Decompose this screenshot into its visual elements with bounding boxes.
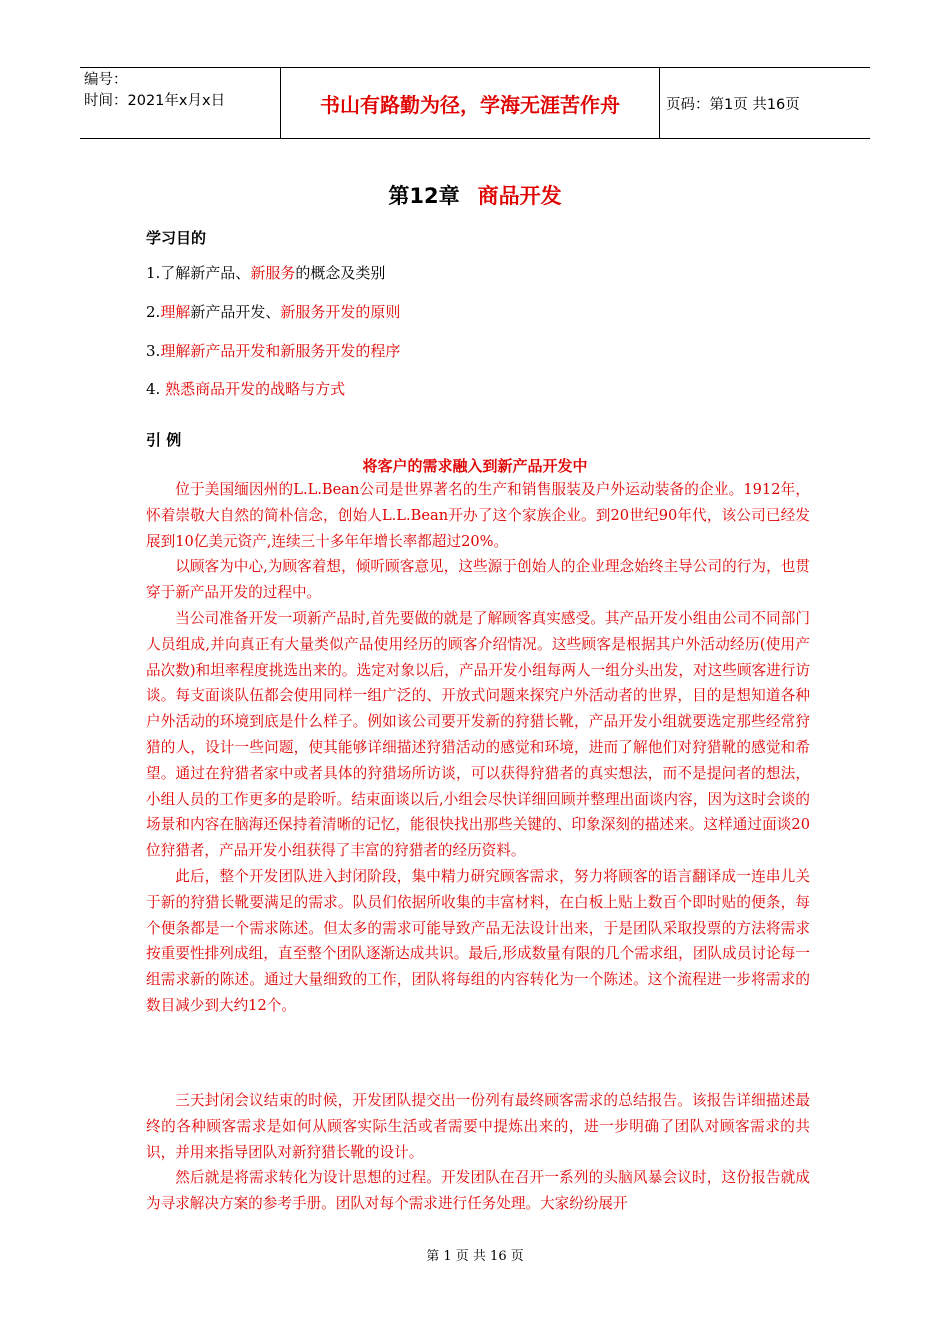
chapter-heading [0, 180, 950, 210]
objective-item: 1.了解新产品、新服务的概念及类别 [146, 264, 386, 282]
page-header [80, 67, 870, 139]
chapter-number: 第12章 [388, 184, 460, 208]
objective-item: 3.理解新产品开发和新服务开发的程序 [146, 342, 401, 360]
header-motto: 书山有路勤为径，学海无涯苦作舟 [280, 68, 660, 138]
doc-number-label: 编号： [84, 72, 128, 88]
case-paragraph: 然后就是将需求转化为设计思想的过程。开发团队在召开一系列的头脑风暴会议时，这份报告就成为寻求解决方案的参考手册。团队对每个需求进行任务处理。大家纷纷展开 [146, 1169, 810, 1213]
case-paragraph: 当公司准备开发一项新产品时,首先要做的就是了解顾客真实感受。其产品开发小组由公司不同部门人员组成,并向真正有大量类似产品使用经历的顾客介绍情况。这些顾客是根据其户外活动经历(使用产品次数)和坦率程度挑选出来的。选定对象以后，产品开发小组每两人一组分头出发，对这些顾客进行访谈。每支面谈队伍都会使用同样一组广泛的、开放式问题来探究户外活动者的世界，目的是想知道各种户外活动的环境到底是什么样子。例如该公司要开发新的狩猎长靴，产品开发小组就要选定那些经常狩猎的人，设计一些问题，使其能够详细描述狩猎活动的感觉和环境，进而了解他们对狩猎靴的感觉和希望。通过在狩猎者家中或者具体的狩猎场所访谈，可以获得狩猎者的真实想法，而不是提问者的想法，小组人员的工作更多的是聆听。结束面谈以后,小组会尽快详细回顾并整理出面谈内容，因为这时会谈的场景和内容在脑海还保持着清晰的记忆，能很快找出那些关键的、印象深刻的描述来。这样通过面谈20位狩猎者，产品开发小组获得了丰富的狩猎者的经历资料。 [146, 609, 810, 860]
header-page-info: 页码：第1页 共16页 [666, 96, 800, 113]
page-footer: 第 1 页 共 16 页 [426, 1249, 524, 1264]
objective-item: 4. 熟悉商品开发的战略与方式 [146, 380, 346, 398]
header-meta [80, 68, 280, 138]
case-title: 将客户的需求融入到新产品开发中 [362, 457, 588, 475]
objectives-heading: 学习目的 [146, 229, 207, 247]
case-heading: 引 例 [146, 431, 182, 449]
case-body [146, 477, 810, 1019]
doc-time-label: 时间：2021年x月x日 [84, 93, 226, 109]
chapter-title: 商品开发 [477, 184, 562, 208]
case-paragraph: 以顾客为中心,为顾客着想，倾听顾客意见，这些源于创始人的企业理念始终主导公司的行为，也贯穿于新产品开发的过程中。 [146, 558, 810, 602]
case-paragraph: 此后，整个开发团队进入封闭阶段，集中精力研究顾客需求，努力将顾客的语言翻译成一连串儿关于新的狩猎长靴要满足的需求。队员们依据所收集的丰富材料，在白板上贴上数百个即时贴的便条，每个便条都是一个需求陈述。但太多的需求可能导致产品无法设计出来，于是团队采取投票的方法将需求按重要性排列成组，直至整个团队逐渐达成共识。最后,形成数量有限的几个需求组，团队成员讨论每一组需求新的陈述。通过大量细致的工作，团队将每组的内容转化为一个陈述。这个流程进一步将需求的数目减少到大约12个。 [146, 867, 810, 1014]
objective-item: 2.理解新产品开发、新服务开发的原则 [146, 303, 401, 321]
case-paragraph: 位于美国缅因州的L.L.Bean公司是世界著名的生产和销售服装及户外运动装备的企业。1912年，怀着崇敬大自然的简朴信念，创始人L.L.Bean开办了这个家族企业。到20世纪90年代，该公司已经发展到10亿美元资产,连续三十多年年增长率都超过20%。 [146, 481, 810, 550]
case-body-continued [146, 1088, 810, 1217]
case-paragraph: 三天封闭会议结束的时候，开发团队提交出一份列有最终顾客需求的总结报告。该报告详细描述最终的各种顾客需求是如何从顾客实际生活或者需要中提炼出来的，进一步明确了团队对顾客需求的共识，并用来指导团队对新狩猎长靴的设计。 [146, 1092, 810, 1161]
